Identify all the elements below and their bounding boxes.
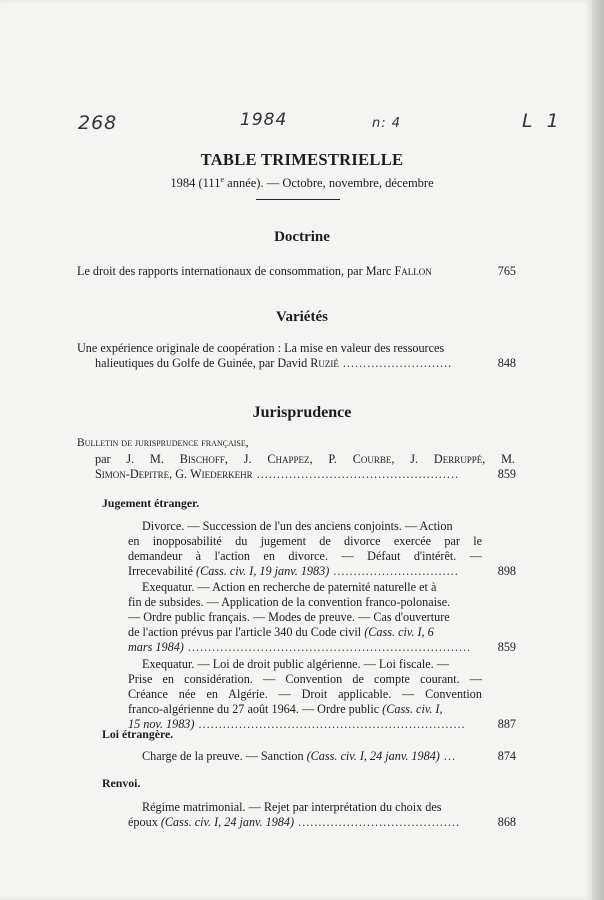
entry2-line4: de l'action prévus par l'article 340 du Code civil (Cass. civ. I, 6 bbox=[128, 625, 434, 639]
entry3-line2: Prise en considération. — Convention de compte courant. — bbox=[128, 672, 482, 686]
varietes-entry-line1: Une expérience originale de coopération : La mise en valeur des ressources bbox=[77, 341, 445, 355]
entry1-line1: Divorce. — Succession de l'un des anciens conjoints. — Action bbox=[142, 519, 453, 533]
section-heading-doctrine: Doctrine bbox=[274, 229, 330, 245]
subheading-jugement-etranger: Jugement étranger. bbox=[102, 496, 200, 510]
varietes-page: 848 bbox=[497, 356, 516, 370]
entry1-line4: Irrecevabilité (Cass. civ. I, 19 janv. 1983) ............................... bbox=[128, 564, 459, 578]
entry2-page: 859 bbox=[497, 640, 516, 654]
entry1-page: 898 bbox=[497, 564, 516, 578]
renvoi-page: 868 bbox=[497, 815, 516, 829]
entry3-line4: franco-algérienne du 27 août 1964. — Ordre public (Cass. civ. I, bbox=[128, 702, 443, 716]
title-divider bbox=[256, 199, 340, 200]
facing-page-edge bbox=[592, 0, 604, 900]
entry1-line2: en inopposabilité du jugement de divorce exercée par le bbox=[128, 534, 482, 548]
handwritten-code: L 1 bbox=[522, 110, 563, 132]
entry3-line3: Créance née en Algérie. — Droit applicable. — Convention bbox=[128, 687, 482, 701]
entry2-line2: fin de subsides. — Application de la convention franco-polonaise. bbox=[128, 595, 451, 609]
page-subtitle: 1984 (111e année). — Octobre, novembre, décembre bbox=[170, 175, 434, 191]
handwritten-issue: n: 4 bbox=[372, 116, 402, 131]
bulletin-page: 859 bbox=[497, 467, 516, 481]
bulletin-authors-line2: Simon-Depitre, G. Wiederkehr .................................................. bbox=[95, 467, 460, 481]
renvoi-entry-line1: Régime matrimonial. — Rejet par interprétation du choix des bbox=[142, 800, 442, 814]
handwritten-year: 1984 bbox=[240, 110, 288, 130]
section-heading-jurisprudence: Jurisprudence bbox=[252, 404, 352, 421]
doctrine-page: 765 bbox=[497, 264, 516, 278]
renvoi-entry-line2: époux (Cass. civ. I, 24 janv. 1984) ........................................ bbox=[128, 815, 461, 829]
loi-page: 874 bbox=[497, 749, 516, 763]
page-title: TABLE TRIMESTRIELLE bbox=[200, 150, 404, 169]
entry2-line1: Exequatur. — Action en recherche de paternité naturelle et à bbox=[142, 580, 437, 594]
loi-entry: Charge de la preuve. — Sanction (Cass. civ. I, 24 janv. 1984) ... bbox=[142, 749, 457, 763]
entry3-line1: Exequatur. — Loi de droit public algérienne. — Loi fiscale. — bbox=[142, 657, 449, 671]
subheading-renvoi: Renvoi. bbox=[102, 776, 141, 790]
entry3-page: 887 bbox=[497, 717, 516, 731]
bulletin-title: Bulletin de jurisprudence française, bbox=[77, 437, 249, 449]
handwritten-number-left: 268 bbox=[78, 112, 118, 134]
bulletin-authors-line: par J. M. Bischoff, J. Chappez, P. Courbe, J. Derruppé, M. bbox=[95, 452, 515, 466]
section-heading-varietes: Variétés bbox=[276, 309, 328, 325]
varietes-entry-line2: halieutiques du Golfe de Guinée, par David Ruzié ........................... bbox=[95, 356, 453, 370]
entry1-line3: demandeur à l'action en divorce. — Défaut d'intérêt. — bbox=[128, 549, 482, 563]
doctrine-entry: Le droit des rapports internationaux de consommation, par Marc Fallon bbox=[77, 264, 432, 278]
subheading-loi-etrangere: Loi étrangère. bbox=[102, 727, 174, 741]
entry2-line3: — Ordre public français. — Modes de preuve. — Cas d'ouverture bbox=[128, 610, 450, 624]
entry3-line5: 15 nov. 1983) .................................................................. bbox=[128, 717, 466, 731]
entry2-line5: mars 1984) ...................................................................... bbox=[128, 640, 472, 654]
